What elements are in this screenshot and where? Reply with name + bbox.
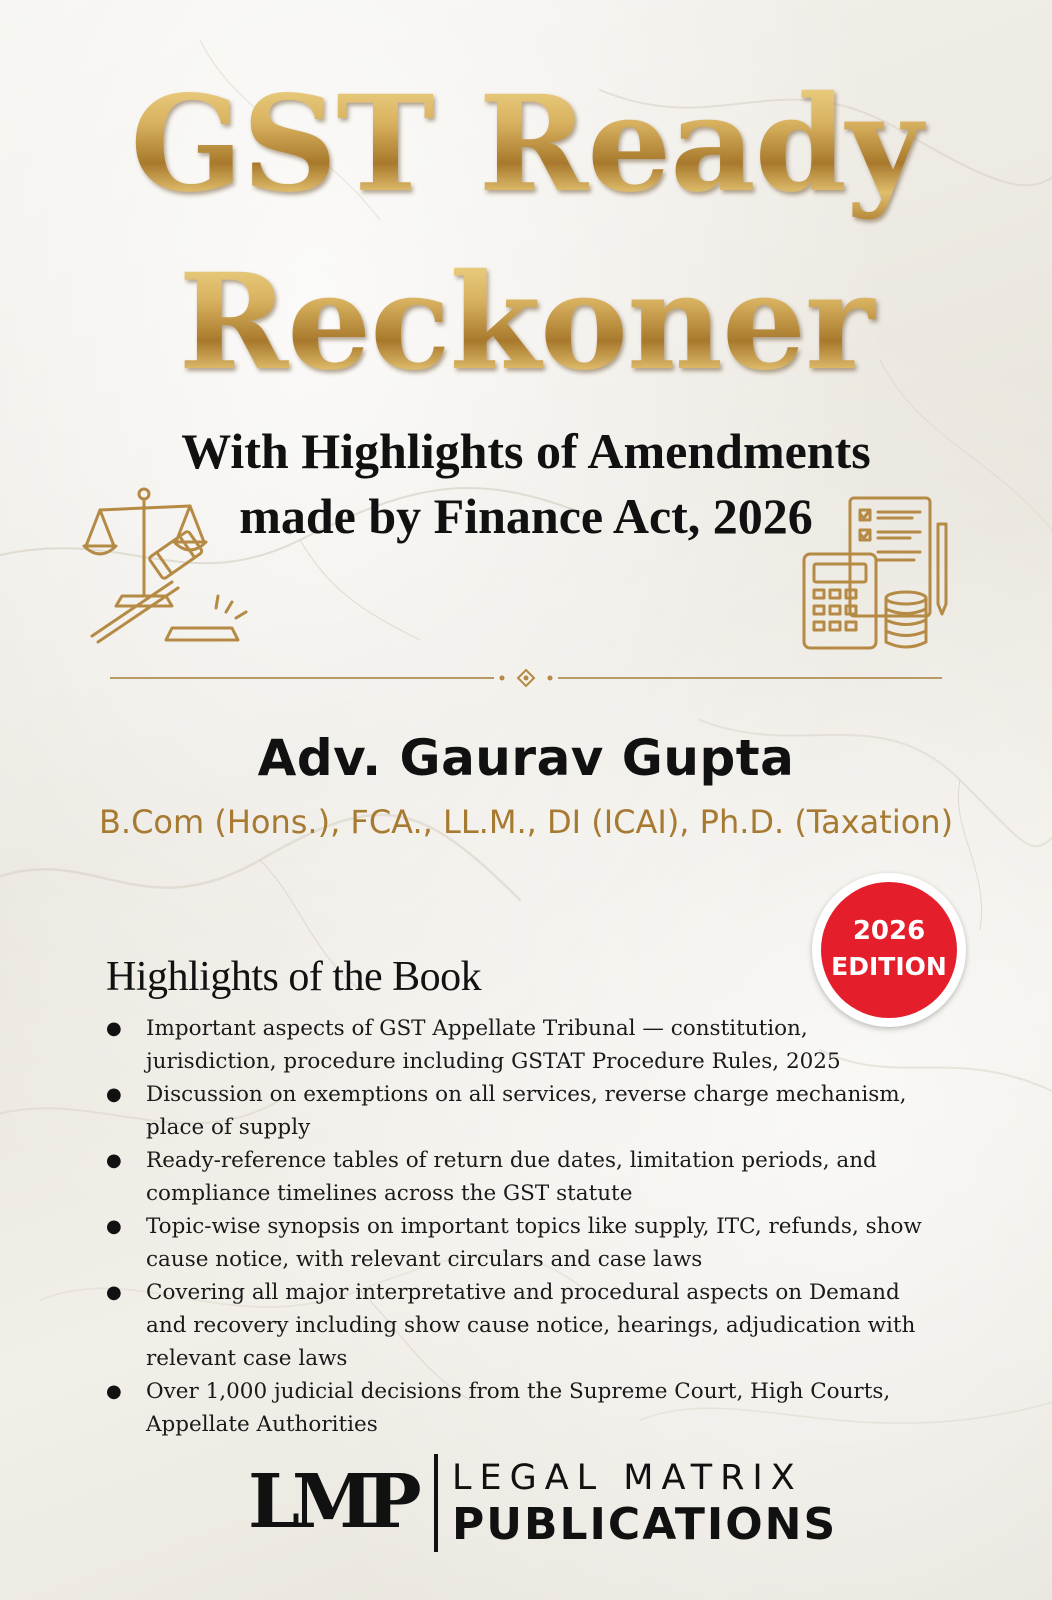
bullet-icon: ● [106,1150,122,1171]
publisher-name-line-2: PUBLICATIONS [452,1499,838,1550]
edition-label: EDITION [831,952,947,981]
calculator-coins-checklist-icon [800,494,960,654]
highlight-line: place of supply [146,1115,311,1140]
publisher-logo: LMP [248,1459,414,1545]
highlights-list [106,1012,946,1441]
edition-year: 2026 [852,916,926,946]
book-title-line-2: Reckoner [0,248,1052,398]
highlight-item-1 [106,1012,946,1078]
subtitle-line-1: With Highlights of Amendments [181,423,871,479]
publisher-divider [434,1454,438,1552]
highlight-line: Ready-reference tables of return due dates, limitation periods, and [146,1148,877,1173]
highlight-line: cause notice, with relevant circulars and case laws [146,1247,703,1272]
edition-badge [812,873,966,1027]
author-qualifications: B.Com (Hons.), FCA., LL.M., DI (ICAI), Ph.D. (Taxation) [98,803,954,841]
ornamental-divider [110,668,942,688]
highlight-line: Discussion on exemptions on all services, reverse charge mechanism, [146,1082,907,1107]
highlight-line: Important aspects of GST Appellate Tribunal — constitution, [146,1016,808,1041]
bullet-icon: ● [106,1216,122,1237]
highlight-line: relevant case laws [146,1346,348,1371]
edition-badge-inner [821,882,957,1018]
highlight-item-2 [106,1078,946,1144]
subtitle-line-2: made by Finance Act, 2026 [239,488,813,544]
book-title-line-1: GST Ready [0,70,1052,220]
publisher-name-line-1: LEGAL MATRIX [452,1458,803,1498]
bullet-icon: ● [106,1381,122,1402]
publisher-block [248,1452,838,1552]
highlight-line: Over 1,000 judicial decisions from the Supreme Court, High Courts, [146,1379,891,1404]
highlight-item-5 [106,1276,946,1375]
bullet-icon: ● [106,1282,122,1303]
highlights-heading: Highlights of the Book [106,954,482,1000]
highlight-line: Covering all major interpretative and procedural aspects on Demand [146,1280,900,1305]
highlight-item-4 [106,1210,946,1276]
highlight-line: Topic-wise synopsis on important topics like supply, ITC, refunds, show [146,1214,922,1239]
highlight-line: jurisdiction, procedure including GSTAT Procedure Rules, 2025 [146,1049,841,1074]
bullet-icon: ● [106,1084,122,1105]
highlight-line: compliance timelines across the GST statute [146,1181,633,1206]
highlight-item-3 [106,1144,946,1210]
scales-and-gavel-icon [82,484,252,650]
highlight-line: and recovery including show cause notice, hearings, adjudication with [146,1313,916,1338]
highlight-item-6 [106,1375,946,1441]
bullet-icon: ● [106,1018,122,1039]
highlight-line: Appellate Authorities [146,1412,378,1437]
author-name: Adv. Gaurav Gupta [257,729,795,787]
